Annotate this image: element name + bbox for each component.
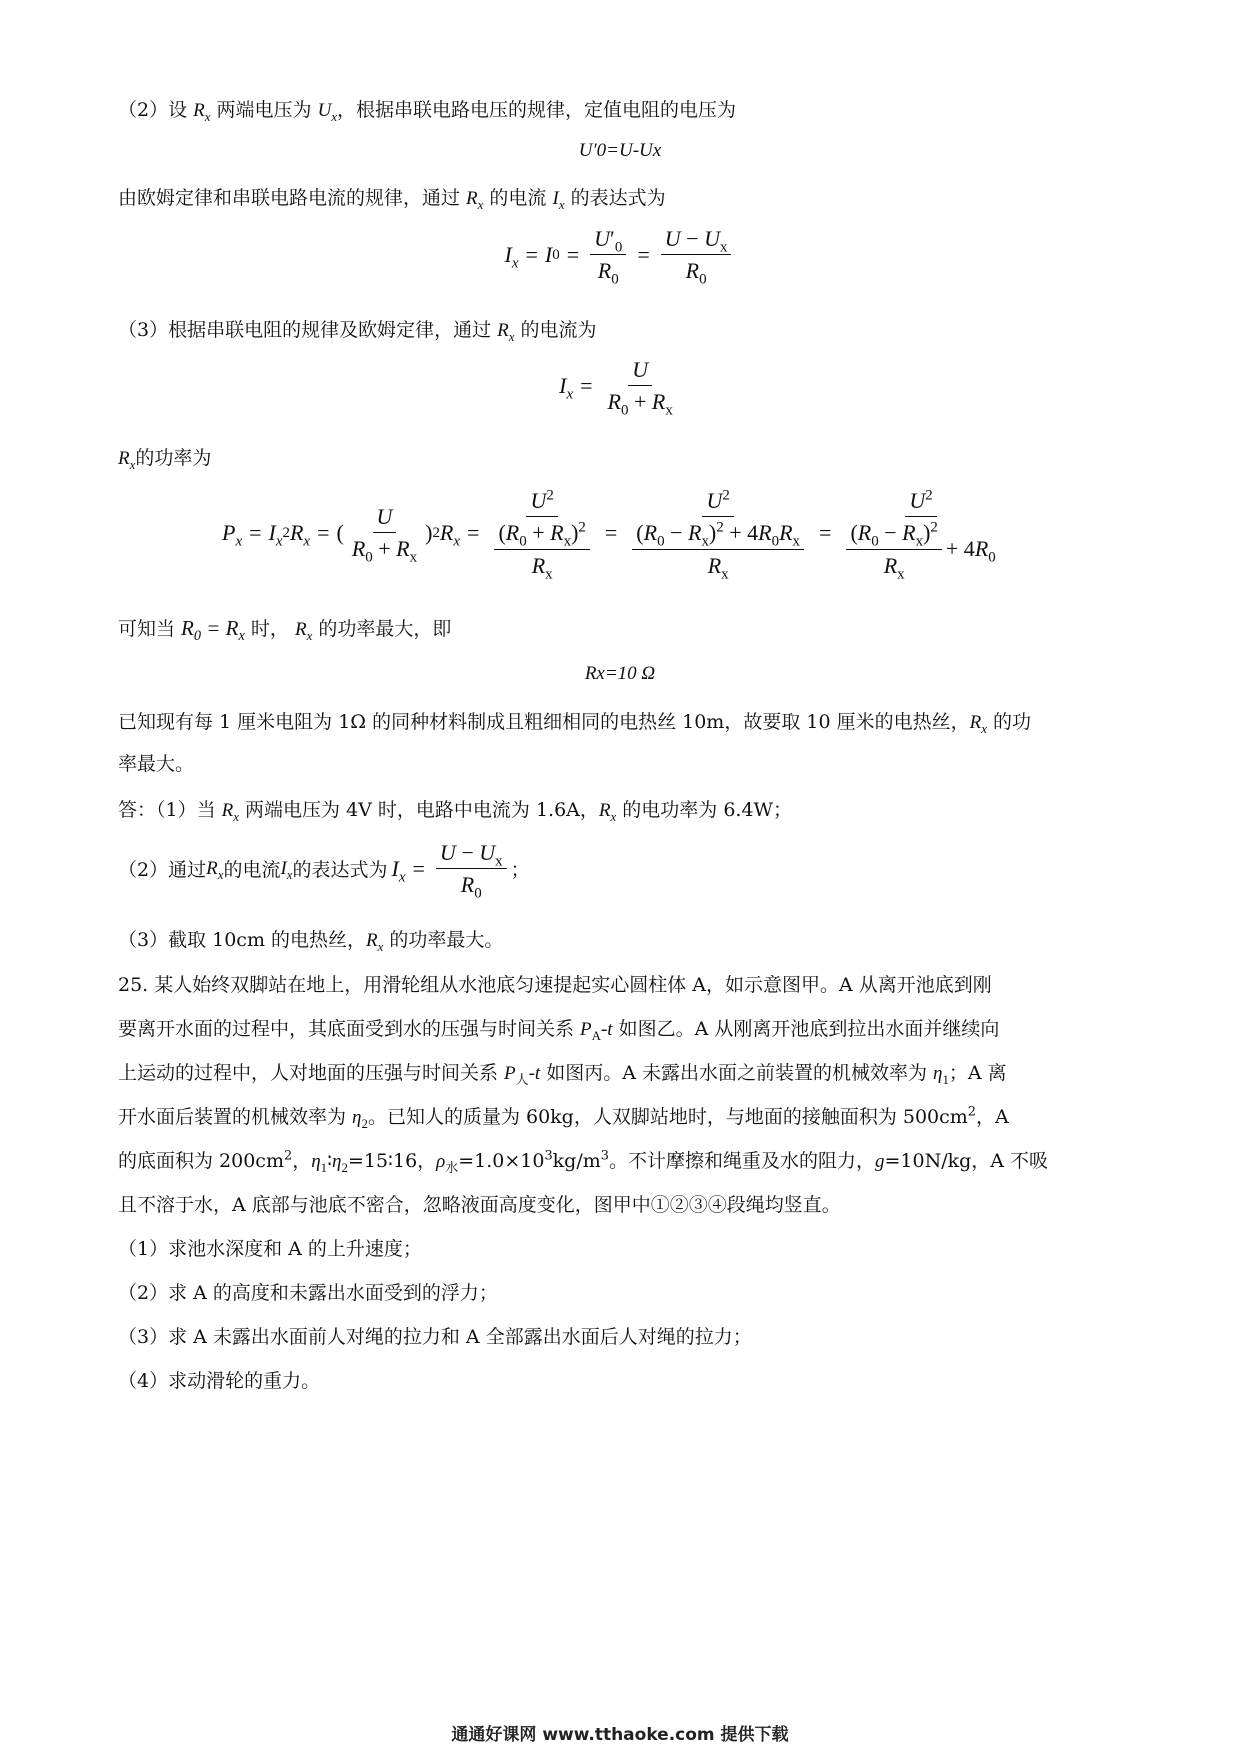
known-line-1: 已知现有每 1 厘米电阻为 1Ω 的同种材料制成且粗细相同的电热丝 10m，故要取 10 厘米的电热丝，$R_x$ 的功 xyxy=(118,711,1031,736)
page-footer: 通通好课网 www.tthaoke.com 提供下载 xyxy=(451,1725,789,1745)
equation-power: $P_x$ = $I_x$ 2 $R_x$ = ( $\frac{U}{R_0 + R_x}$ ) 2 $R_x$ = $\frac{U^2}{\frac{(R_0 + R_x)^2}{R_x}}$ = $\frac{U^2}{\frac{(R_0 - R_x)^2 + 4R_0R_x}{R_x}}$ = $U^2$ $\frac{(R_0 - R_x)^2}{R_x}$ + $4R_0$ xyxy=(222,487,996,582)
part3-intro: （3）根据串联电阻的规律及欧姆定律，通过 $R_x$ 的电流为 xyxy=(118,319,597,344)
var-rx: $R_x$ xyxy=(193,100,211,124)
q25-line-2: 要离开水面的过程中，其底面受到水的压强与时间关系 $P_A-t$ 如图乙。A 从刚离开池底到拉出水面并继续向 xyxy=(118,1018,1000,1043)
q25-sub-4: （4）求动滑轮的重力。 xyxy=(118,1370,321,1392)
ohm-intro: 由欧姆定律和串联电路电流的规律，通过 $R_x$ 的电流 $I_x$ 的表达式为 xyxy=(118,187,666,212)
q25-sub-2: （2）求 A 的高度和未露出水面受到的浮力； xyxy=(118,1282,498,1304)
answer-2: （2）通过 $R_x$ 的电流 $I_x$ 的表达式为 $I_x$ = $\frac{U - U_x}{R_0}$ ； xyxy=(118,840,530,902)
equation-ix-series: $I_x$ = I 0 = $\frac{U'_0}{R_0}$ = $\frac{U - U_x}{R_0}$ xyxy=(0,226,1240,284)
equation-ix-answer: $I_x$ = $\frac{U - U_x}{R_0}$ xyxy=(392,840,511,898)
rx-value: Rx=10 Ω xyxy=(584,663,656,684)
q25-line-4: 开水面后装置的机械效率为 $\eta_2$。已知人的质量为 60kg，人双脚站地时，与地面的接触面积为 $500cm^2$，A xyxy=(118,1104,1009,1131)
q25-sub-3: （3）求 A 未露出水面前人对绳的拉力和 A 全部露出水面后人对绳的拉力； xyxy=(118,1326,752,1348)
answer-1: 答：（1）当 $R_x$ 两端电压为 4V 时，电路中电流为 1.6A，$R_x$ 的电功率为 6.4W； xyxy=(118,799,793,824)
equation-u0: U′0=U-Ux xyxy=(578,140,662,161)
q25-line-6: 且不溶于水，A 底部与池底不密合，忽略液面高度变化，图甲中①②③④段绳均竖直。 xyxy=(118,1194,841,1216)
part2-intro: （2）设 $R_x$ 两端电压为 $U_x$，根据串联电路电压的规律，定值电阻的电压为 xyxy=(118,99,737,124)
max-condition: 可知当 $R_0 = R_x$ 时， $R_x$ 的功率最大，即 xyxy=(118,616,452,645)
answer-3: （3）截取 10cm 的电热丝，$R_x$ 的功率最大。 xyxy=(118,929,504,954)
power-label: $R_x$的功率为 xyxy=(118,447,212,472)
q25-line-1: 25. 某人始终双脚站在地上，用滑轮组从水池底匀速提起实心圆柱体 A，如示意图甲。A 从离开池底到刚 xyxy=(118,974,992,996)
q25-sub-1: （1）求池水深度和 A 的上升速度； xyxy=(118,1238,422,1260)
var-ux: $U_x$ xyxy=(317,100,338,124)
q25-line-3: 上运动的过程中，人对地面的压强与时间关系 $P_人-t$ 如图丙。A 未露出水面之前装置的机械效率为 $\eta_1$；A 离 xyxy=(118,1062,1007,1088)
equation-ix-total: $I_x$ = $\frac{U}{R_0 + R_x}$ xyxy=(559,357,673,419)
q25-line-5: 的底面积为 $200cm^2$，$\eta_1∶\eta_2=15∶16$，$\rho_水=1.0\times 10^3kg/m^3$。不计摩擦和绳重及水的阻力，g=10N/kg，A 不吸 xyxy=(118,1148,1049,1176)
known-line-2: 率最大。 xyxy=(118,753,195,775)
